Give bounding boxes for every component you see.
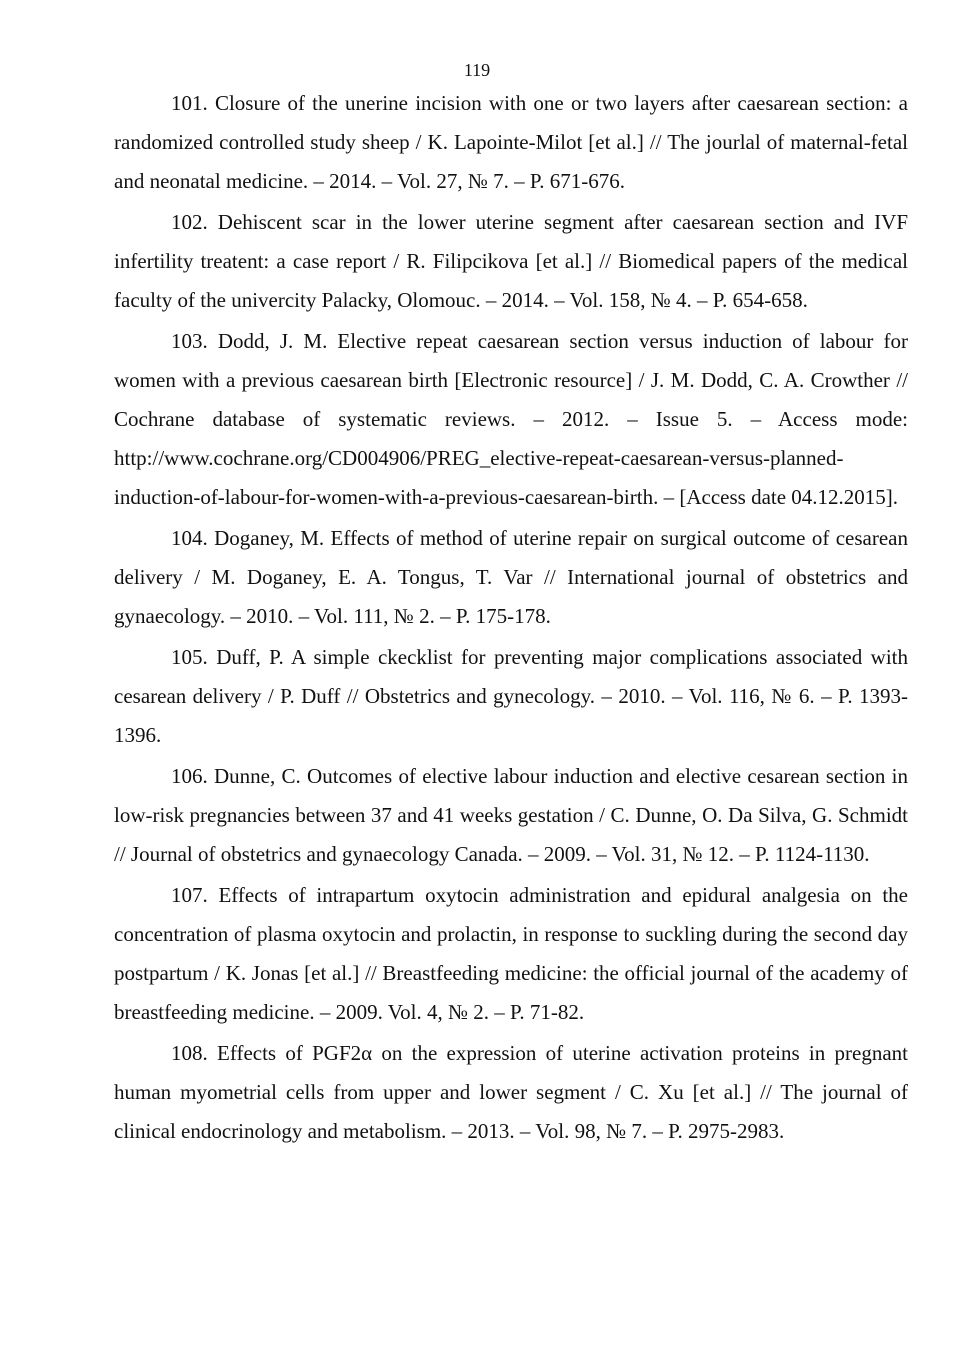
reference-item-104: 104. Doganey, M. Effects of method of uterine repair on surgical outcome of cesarean delivery / M. Doganey, E. A. Tongus, T. Var // International journal of obstetrics and gynaecology. – 2010. – Vol. 111, № 2. – P. 175-178. xyxy=(114,526,908,628)
page-number: 119 xyxy=(463,60,491,80)
reference-item-103: 103. Dodd, J. M. Elective repeat caesarean section versus induction of labour for women with a previous caesarean birth [Electronic resource] / J. M. Dodd, C. A. Crowther // Cochrane database of systematic reviews. – 2012. – Issue 5. – Access mode: http://www.cochrane.org/CD004906/PREG_elective-repeat-caesarean-versus-planned-induction-of-labour-for-women-with-a-previous-caesarean-birth. – [Access date 04.12.2015]. xyxy=(114,329,908,509)
reference-item-102: 102. Dehiscent scar in the lower uterine segment after caesarean section and IVF infertility treatent: a case report / R. Filipcikova [et al.] // Biomedical papers of the medical faculty of the univercity Palacky, Olomouc. – 2014. – Vol. 158, № 4. – P. 654-658. xyxy=(114,210,908,312)
reference-list xyxy=(114,84,908,1153)
reference-item-101: 101. Closure of the unerine incision with one or two layers after caesarean section: a randomized controlled study sheep / K. Lapointe-Milot [et al.] // The jourlal of maternal-fetal and neonatal medicine. – 2014. – Vol. 27, № 7. – P. 671-676. xyxy=(114,91,908,193)
reference-item-105: 105. Duff, P. A simple ckecklist for preventing major complications associated with cesarean delivery / P. Duff // Obstetrics and gynecology. – 2010. – Vol. 116, № 6. – P. 1393-1396. xyxy=(114,645,908,747)
reference-item-108: 108. Effects of PGF2α on the expression of uterine activation proteins in pregnant human myometrial cells from upper and lower segment / C. Xu [et al.] // The journal of clinical endocrinology and metabolism. – 2013. – Vol. 98, № 7. – P. 2975-2983. xyxy=(114,1041,908,1143)
reference-item-106: 106. Dunne, C. Outcomes of elective labour induction and elective cesarean section in low-risk pregnancies between 37 and 41 weeks gestation / C. Dunne, O. Da Silva, G. Schmidt // Journal of obstetrics and gynaecology Canada. – 2009. – Vol. 31, № 12. – P. 1124-1130. xyxy=(114,764,908,866)
reference-item-107: 107. Effects of intrapartum oxytocin administration and epidural analgesia on the concentration of plasma oxytocin and prolactin, in response to suckling during the second day postpartum / K. Jonas [et al.] // Breastfeeding medicine: the official journal of the academy of breastfeeding medicine. – 2009. Vol. 4, № 2. – P. 71-82. xyxy=(114,883,908,1024)
